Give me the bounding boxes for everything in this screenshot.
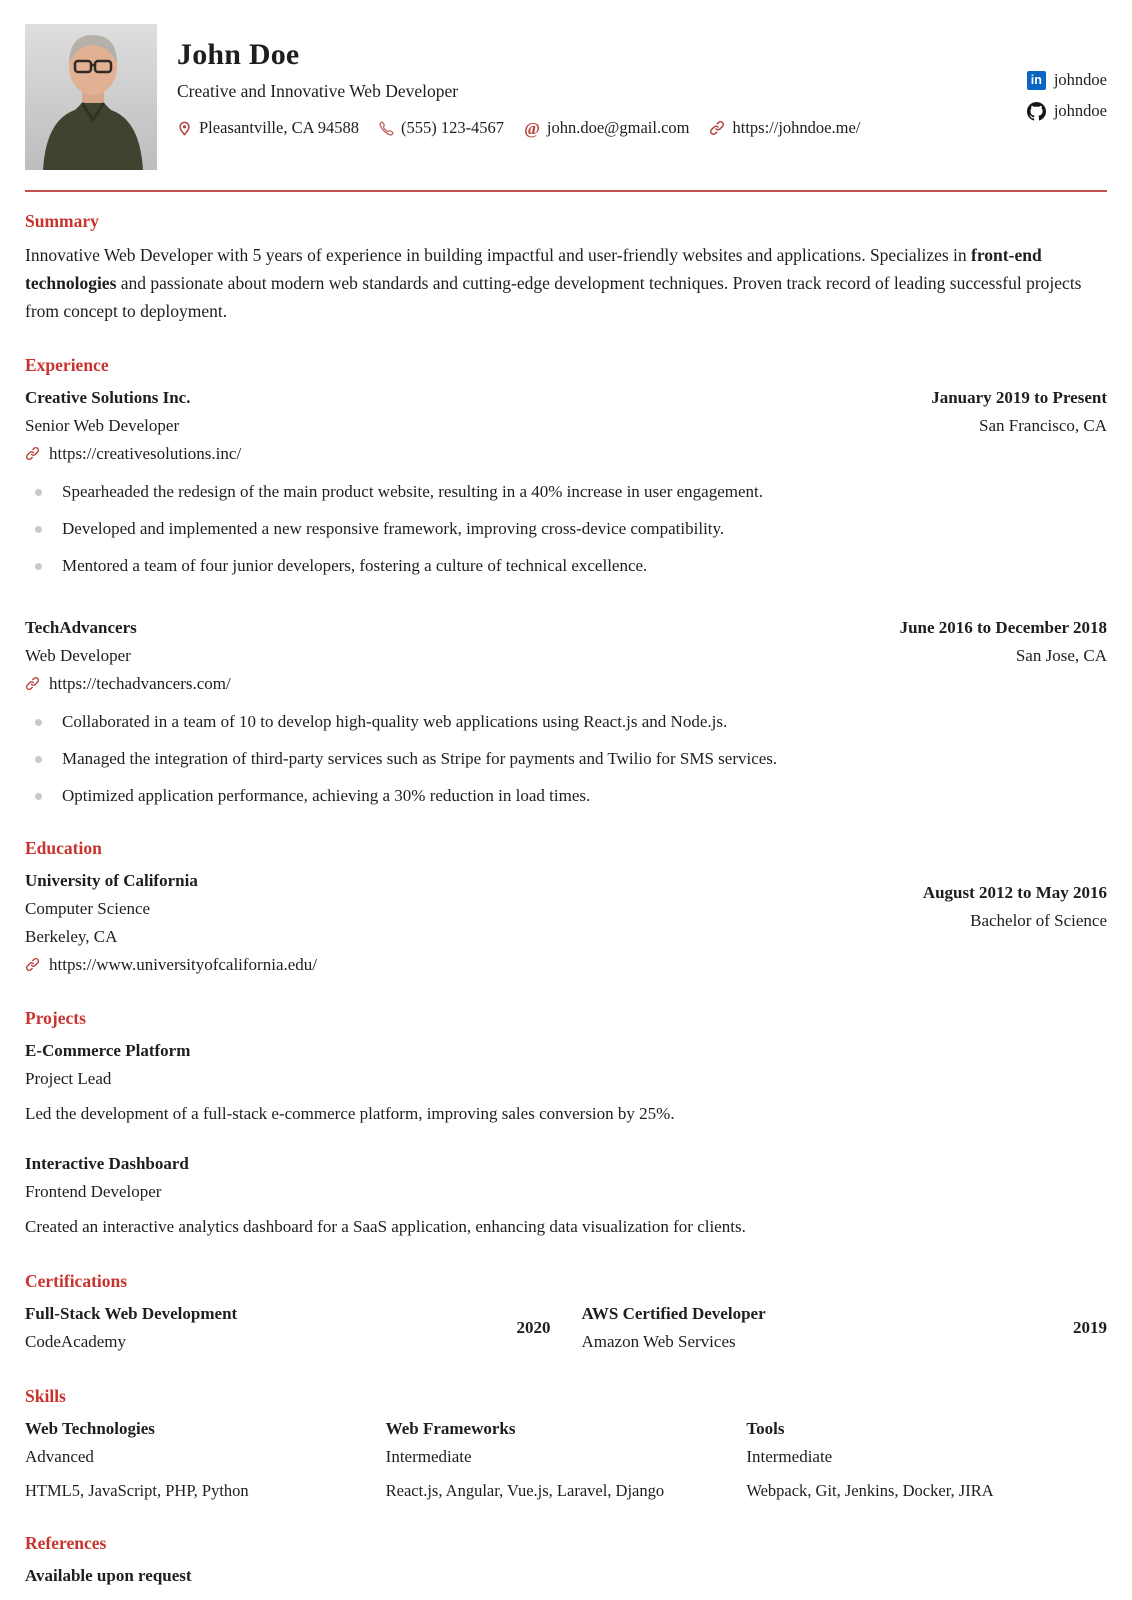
certification-name: AWS Certified Developer — [581, 1304, 766, 1323]
summary-heading: Summary — [25, 211, 99, 231]
contact-phone — [379, 118, 504, 138]
location-text: Pleasantville, CA 94588 — [199, 118, 359, 137]
skill-level: Intermediate — [746, 1447, 833, 1466]
skill-group — [386, 1415, 747, 1503]
section-skills — [25, 1386, 1107, 1503]
github-icon — [1027, 102, 1046, 121]
profile-photo-image — [25, 24, 157, 170]
section-education — [25, 838, 1107, 978]
link-icon — [25, 446, 40, 461]
projects-heading: Projects — [25, 1008, 86, 1028]
project-name: Interactive Dashboard — [25, 1154, 189, 1173]
job-role: Web Developer — [25, 646, 131, 665]
linkedin-username: johndoe — [1053, 70, 1107, 89]
job-highlights — [25, 480, 1107, 578]
contact-row — [177, 118, 1027, 138]
at-sign-icon: @ — [524, 118, 540, 138]
degree: Bachelor of Science — [970, 911, 1107, 930]
social-profiles — [1027, 24, 1107, 121]
job-role: Senior Web Developer — [25, 416, 180, 435]
job-highlights — [25, 710, 1107, 808]
project-entry — [25, 1150, 1107, 1241]
header-main — [177, 24, 1027, 138]
certification-entry — [582, 1300, 1108, 1356]
email-link[interactable] — [524, 118, 689, 138]
certifications-grid — [25, 1300, 1107, 1356]
summary-text-part2: and passionate about modern web standards and cutting-edge development techniques. Proven track record of leading successful projects from concept to deployment. — [25, 273, 1082, 321]
certification-issuer: Amazon Web Services — [581, 1332, 736, 1351]
company-url[interactable]: https://creativesolutions.inc/ — [49, 444, 242, 463]
school-url[interactable]: https://www.universityofcalifornia.edu/ — [49, 955, 318, 974]
website-text: https://johndoe.me/ — [732, 118, 861, 137]
company-name: TechAdvancers — [25, 618, 137, 637]
github-username: johndoe — [1053, 101, 1107, 120]
skill-group-name: Web Frameworks — [385, 1419, 516, 1438]
section-projects — [25, 1008, 1107, 1241]
skill-group-name: Tools — [746, 1419, 785, 1438]
job-location: San Francisco, CA — [979, 416, 1107, 435]
linkedin-icon: in — [1027, 71, 1046, 90]
phone-icon — [379, 121, 394, 136]
company-url[interactable]: https://techadvancers.com/ — [49, 674, 231, 693]
project-entry — [25, 1037, 1107, 1128]
job-dates: January 2019 to Present — [931, 388, 1107, 407]
link-icon — [25, 957, 40, 972]
project-description: Created an interactive analytics dashboard for a SaaS application, enhancing data visualization for clients. — [25, 1217, 746, 1236]
experience-heading: Experience — [25, 355, 109, 375]
section-experience — [25, 355, 1107, 808]
certification-year: 2019 — [1073, 1318, 1107, 1337]
person-name: John Doe — [177, 38, 300, 71]
project-role: Project Lead — [25, 1069, 112, 1088]
summary-text — [25, 241, 1107, 325]
bullet-item: Collaborated in a team of 10 to develop high-quality web applications using React.js and Node.js. — [25, 710, 1107, 734]
profile-photo — [25, 24, 157, 170]
skills-heading: Skills — [25, 1386, 66, 1406]
school-location: Berkeley, CA — [25, 927, 118, 946]
job-entry — [25, 384, 1107, 578]
job-location: San Jose, CA — [1015, 646, 1107, 665]
references-text: Available upon request — [25, 1566, 192, 1585]
github-profile-link[interactable] — [1027, 101, 1107, 121]
certification-name: Full-Stack Web Development — [25, 1304, 238, 1323]
link-icon — [709, 120, 725, 136]
person-title: Creative and Innovative Web Developer — [177, 81, 459, 101]
skill-keywords: React.js, Angular, Vue.js, Laravel, Django — [385, 1481, 665, 1500]
header-divider — [25, 190, 1107, 192]
linkedin-profile-link[interactable] — [1027, 70, 1107, 90]
link-icon — [25, 676, 40, 691]
bullet-item: Optimized application performance, achieving a 30% reduction in load times. — [25, 784, 1107, 808]
project-name: E-Commerce Platform — [25, 1041, 191, 1060]
bullet-item: Spearheaded the redesign of the main product website, resulting in a 40% increase in user engagement. — [25, 480, 1107, 504]
bullet-item: Developed and implemented a new responsive framework, improving cross-device compatibility. — [25, 517, 1107, 541]
section-summary — [25, 211, 1107, 325]
certification-year: 2020 — [516, 1318, 551, 1337]
email-text: john.doe@gmail.com — [546, 118, 690, 137]
company-name: Creative Solutions Inc. — [25, 388, 191, 407]
education-entry — [25, 867, 1107, 978]
bullet-item: Managed the integration of third-party services such as Stripe for payments and Twilio for SMS services. — [25, 747, 1107, 771]
contact-location — [177, 118, 359, 138]
skill-group — [25, 1415, 386, 1503]
bullet-item: Mentored a team of four junior developers, fostering a culture of technical excellence. — [25, 554, 1107, 578]
project-role: Frontend Developer — [25, 1182, 162, 1201]
phone-text: (555) 123-4567 — [400, 118, 505, 137]
school-name: University of California — [25, 871, 198, 890]
education-heading: Education — [25, 838, 102, 858]
website-link[interactable] — [709, 118, 860, 138]
section-references — [25, 1533, 1107, 1590]
job-entry — [25, 614, 1107, 808]
skill-keywords: Webpack, Git, Jenkins, Docker, JIRA — [746, 1481, 994, 1500]
certification-issuer: CodeAcademy — [25, 1332, 127, 1351]
summary-text-part1: Innovative Web Developer with 5 years of experience in building impactful and user-friendly websites and applications. Specializes in — [25, 245, 972, 265]
certification-entry — [25, 1300, 551, 1356]
skill-level: Intermediate — [385, 1447, 472, 1466]
skill-group-name: Web Technologies — [25, 1419, 155, 1438]
skills-grid — [25, 1415, 1107, 1503]
references-heading: References — [25, 1533, 107, 1553]
skill-level: Advanced — [25, 1447, 94, 1466]
header — [25, 24, 1107, 170]
skill-keywords: HTML5, JavaScript, PHP, Python — [25, 1481, 249, 1500]
summary-text-bold: front-end technologies — [25, 245, 1042, 293]
project-description: Led the development of a full-stack e-commerce platform, improving sales conversion by 25%. — [25, 1104, 675, 1123]
section-certifications — [25, 1271, 1107, 1356]
education-dates: August 2012 to May 2016 — [922, 883, 1107, 902]
skill-group — [746, 1415, 1107, 1503]
study-area: Computer Science — [25, 899, 151, 918]
location-pin-icon — [177, 120, 192, 137]
job-dates: June 2016 to December 2018 — [899, 618, 1107, 637]
certifications-heading: Certifications — [25, 1271, 128, 1291]
